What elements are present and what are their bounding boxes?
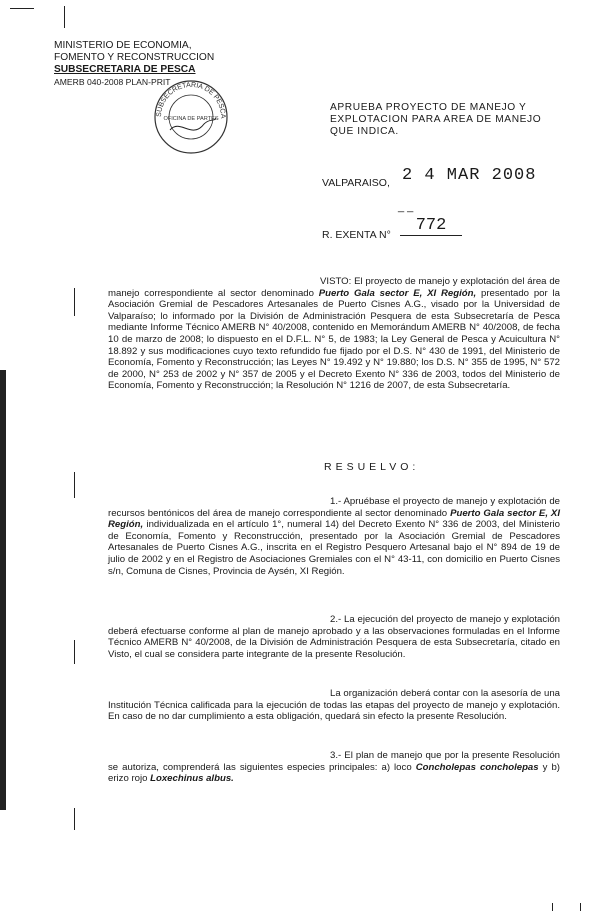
scan-mark — [74, 808, 75, 830]
resolution-title: APRUEBA PROYECTO DE MANEJO Y EXPLOTACION PARA AREA DE MANEJO QUE INDICA. — [330, 102, 542, 137]
seal-center-text: OFICINA DE PARTES — [163, 116, 219, 122]
binding-edge — [0, 370, 6, 810]
visto-rest: presentado por la Asociación Gremial de Pescadores Artesanales de Puerto Cisnes A.G., visado por la Universidad de Valparaíso; lo informado por la División de Administración Pesquera de esta Subsecretaría de Pesca mediante Informe Técnico AMERB N° 40/2008, contenido en Memorándum AMERB N° 40/2008, de fecha 10 de marzo de 2008; lo dispuesto en el D.F.L. N° 5, de 1983; la Ley General de Pesca y Acuicultura N° 18.892 y sus modificaciones cuyo texto refundido fue fijado por el D.S. N° 430 de 1991, del Ministerio de Economía, Fomento y Reconstrucción; las Leyes N° 19.492 y N° 19.880; los D.S. N° 355 de 1995, N° 572 de 2000, N° 253 de 2002 y N° 357 de 2005 y el Decreto Exento N° 336 de 2003, todos del Ministerio de Economía, Fomento y Reconstrucción; la Resolución N° 1216 de 2007, de esta Subsecretaría. — [108, 287, 560, 392]
svg-text:SUBSECRETARIA DE PESCA — [156, 82, 226, 119]
decor-dash: _ _ — [398, 201, 414, 213]
article-3 — [108, 750, 560, 785]
scan-mark — [74, 640, 75, 664]
article-1-sector: Puerto Gala sector E, XI Región, — [108, 507, 560, 531]
article-1-lead: 1.- Apruébase el proyecto de manejo y explotación de recursos bentónicos del área de manejo correspondiente al sector denominado — [108, 496, 560, 519]
seal-ring-text: SUBSECRETARIA DE PESCA — [155, 81, 227, 119]
visto-lead: VISTO: El proyecto de manejo y explotación del área de manejo correspondiente al sector denominado — [108, 276, 560, 299]
species-2: Loxechinus albus. — [150, 773, 234, 785]
resuelvo-heading: RESUELVO: — [324, 461, 420, 473]
place-label: VALPARAISO, — [322, 177, 390, 189]
visto-sector: Puerto Gala sector E, XI Región, — [318, 287, 477, 299]
article-1-rest: individualizada en el artículo 1°, numeral 14) del Decreto Exento N° 336 de 2003, del Ministerio de Economía, Fomento y Reconstrucción, presentado por la Asociación Gremial de Pescadores Artesanales de Puerto Cisnes A.G., inscrita en el Registro Pesquero Artesanal bajo el N° 894 de 19 de julio de 2002 y en el Registro de Asociaciones Gremiales con el N° 43-11, con domicilio en Puerto Cisnes s/n, Comuna de Cisnes, Provincia de Aysén, XI Región. — [108, 519, 560, 577]
ministry-line: FOMENTO Y RECONSTRUCCION — [54, 52, 215, 63]
article-2 — [108, 614, 560, 660]
exenta-label: R. EXENTA N° — [322, 229, 391, 241]
article-1 — [108, 496, 560, 577]
date-stamp: 2 4 MAR 2008 — [402, 166, 537, 185]
scan-mark — [10, 8, 34, 9]
exenta-number: 772 — [400, 216, 462, 236]
official-seal-stamp — [152, 78, 230, 156]
article-3-mid: y b) erizo rojo — [108, 761, 560, 785]
scan-mark — [64, 6, 65, 28]
advisory-text: La organización deberá contar con la asesoría de una Institución Técnica calificada para la ejecución de todas las etapas del proyecto de manejo y explotación. En caso de no dar cumplimiento a esta obligación, quedará sin efecto la presente Resolución. — [108, 688, 560, 723]
scan-mark — [580, 903, 581, 911]
visto-paragraph — [108, 276, 560, 392]
ministry-line: MINISTERIO DE ECONOMIA, — [54, 40, 192, 51]
reference-code: AMERB 040-2008 PLAN-PRIT — [54, 77, 171, 87]
article-2-text: 2.- La ejecución del proyecto de manejo y explotación deberá efectuarse conforme al plan de manejo aprobado y a las observaciones formuladas en el Informe Técnico AMERB N° 40/2008, de la División de Administración Pesquera de esta Subsecretaría, citado en Visto, el cual se considera parte integrante de la presente Resolución. — [108, 614, 560, 660]
advisory-paragraph — [108, 688, 560, 723]
species-1: Concholepas concholepas — [415, 761, 539, 773]
article-3-lead: 3.- El plan de manejo que por la presente Resolución se autoriza, comprenderá las siguientes especies principales: a) loco — [108, 750, 560, 773]
subsecretaria-line: SUBSECRETARIA DE PESCA — [54, 64, 196, 75]
scan-mark — [74, 288, 75, 316]
scan-mark — [552, 903, 553, 911]
scan-mark — [74, 472, 75, 498]
